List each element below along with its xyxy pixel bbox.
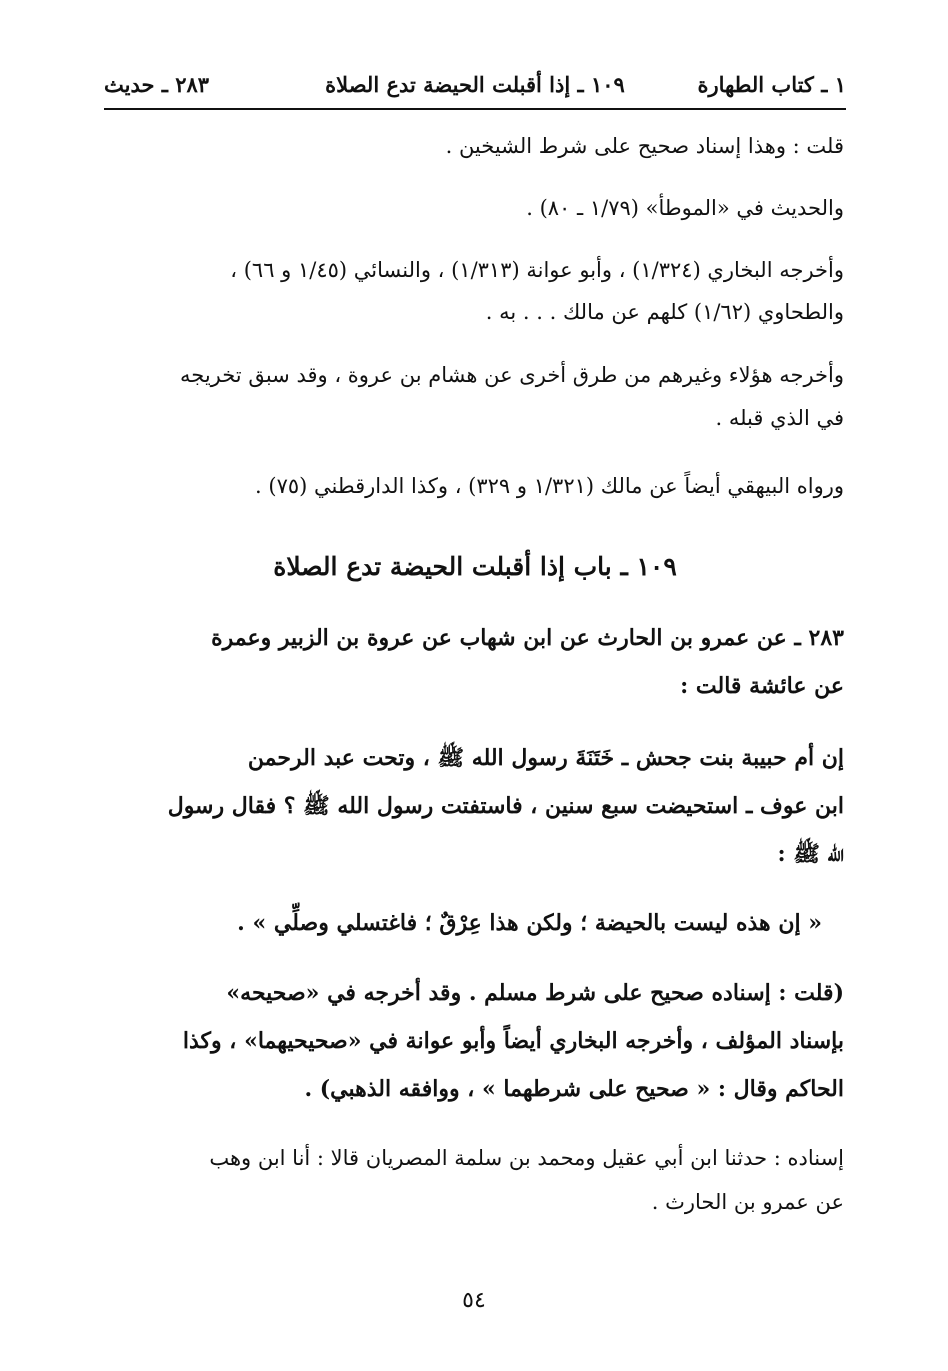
paragraph-line: في الذي قبله . — [715, 406, 844, 430]
hadith-isnad-line: ٢٨٣ ـ عن عمرو بن الحارث عن ابن شهاب عن عروة بن الزبير وعمرة — [211, 625, 844, 651]
hadith-matn-line: إن أم حبيبة بنت جحش ـ خَتَنَةَ رسول الله ﷺ ، وتحت عبد الرحمن — [247, 745, 844, 771]
paragraph-line: والطحاوي (١/٦٢) كلهم عن مالك . . . به . — [485, 300, 844, 324]
paragraph-line: ورواه البيهقي أيضاً عن مالك (١/٣٢١ و ٣٢٩) ، وكذا الدارقطني (٧٥) . — [255, 474, 844, 498]
running-head-chapter: ١٠٩ ـ إذا أقبلت الحيضة تدع الصلاة — [325, 72, 625, 97]
hadith-note-line: بإسناد المؤلف ، وأخرجه البخاري أيضاً وأبو عوانة في «صحيحيهما» ، وكذا — [182, 1028, 844, 1054]
hadith-matn-line: الله ﷺ : — [777, 841, 844, 867]
paragraph-line: وأخرجه هؤلاء وغيرهم من طرق أخرى عن هشام بن عروة ، وقد سبق تخريجه — [180, 363, 844, 387]
running-head-book: ١ ـ كتاب الطهارة — [697, 72, 846, 97]
hadith-note-line: (قلت : إسناده صحيح على شرط مسلم . وقد أخرجه في «صحيحه» — [226, 980, 844, 1006]
running-head — [104, 66, 846, 106]
paragraph-line: قلت : وهذا إسناد صحيح على شرط الشيخين . — [445, 134, 844, 158]
isnad-line: إسناده : حدثنا ابن أبي عقيل ومحمد بن سلمة المصريان قالا : أنا ابن وهب — [209, 1146, 844, 1170]
paragraph-line: وأخرجه البخاري (١/٣٢٤) ، وأبو عوانة (١/٣١٣) ، والنسائي (١/٤٥ و ٦٦) ، — [230, 258, 844, 282]
chapter-heading: ١٠٩ ـ باب إذا أقبلت الحيضة تدع الصلاة — [273, 552, 677, 581]
hadith-isnad-line: عن عائشة قالت : — [680, 673, 844, 699]
hadith-matn-line: ابن عوف ـ استحيضت سبع سنين ، فاستفتت رسول الله ﷺ ؟ فقال رسول — [167, 793, 844, 819]
running-head-hadith: ٢٨٣ ـ حديث — [104, 72, 210, 97]
isnad-line: عن عمرو بن الحارث . — [651, 1190, 844, 1214]
hadith-quote: « إن هذه ليست بالحيضة ؛ ولكن هذا عِرْقٌ ؛ فاغتسلي وصلِّي » . — [237, 910, 822, 936]
hadith-note-line: الحاكم وقال : « صحيح على شرطهما » ، ووافقه الذهبي) . — [304, 1076, 844, 1102]
page-number: ٥٤ — [462, 1288, 486, 1313]
header-rule — [104, 108, 846, 110]
paragraph-line: والحديث في «الموطأ» (١/٧٩ ـ ٨٠) . — [526, 196, 844, 220]
